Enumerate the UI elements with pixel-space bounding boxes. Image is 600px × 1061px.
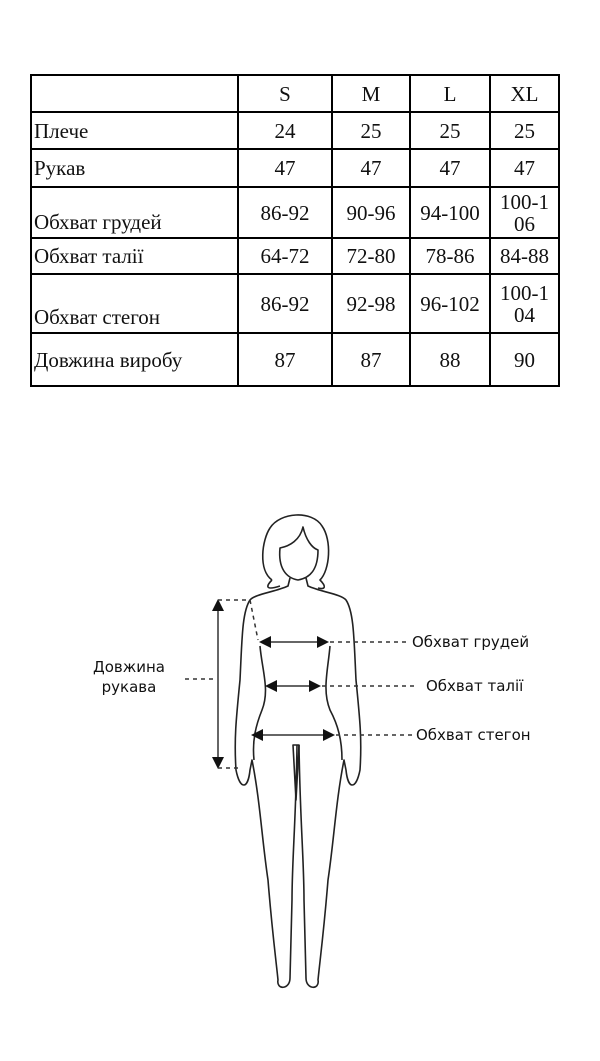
table-cell: 47	[410, 149, 490, 187]
table-cell: 25	[410, 112, 490, 149]
table-cell: 47	[490, 149, 559, 187]
row-label: Обхват стегон	[31, 274, 238, 333]
sleeve-length-label-line1: Довжина	[93, 658, 165, 676]
table-cell: 86-92	[238, 274, 332, 333]
table-cell: 87	[332, 333, 410, 386]
table-cell: 86-92	[238, 187, 332, 238]
table-cell: 90	[490, 333, 559, 386]
hips-label: Обхват стегон	[416, 726, 531, 744]
table-cell: 88	[410, 333, 490, 386]
table-cell: 100-104	[490, 274, 559, 333]
header-cell: L	[410, 75, 490, 112]
table-cell: 24	[238, 112, 332, 149]
row-label: Рукав	[31, 149, 238, 187]
table-cell: 64-72	[238, 238, 332, 274]
chest-label: Обхват грудей	[412, 633, 530, 651]
table-cell: 84-88	[490, 238, 559, 274]
header-cell: M	[332, 75, 410, 112]
table-cell: 72-80	[332, 238, 410, 274]
waist-label: Обхват талії	[426, 677, 524, 695]
row-label: Обхват грудей	[31, 187, 238, 238]
row-label: Довжина виробу	[31, 333, 238, 386]
row-label: Обхват талії	[31, 238, 238, 274]
woman-silhouette	[235, 515, 361, 987]
table-cell: 78-86	[410, 238, 490, 274]
table-cell: 94-100	[410, 187, 490, 238]
table-cell: 100-106	[490, 187, 559, 238]
table-cell: 25	[490, 112, 559, 149]
header-cell: XL	[490, 75, 559, 112]
table-cell: 47	[332, 149, 410, 187]
table-cell: 92-98	[332, 274, 410, 333]
row-label: Плече	[31, 112, 238, 149]
table-cell: 90-96	[332, 187, 410, 238]
table-cell: 47	[238, 149, 332, 187]
table-cell: 96-102	[410, 274, 490, 333]
table-cell: 25	[332, 112, 410, 149]
header-cell: S	[238, 75, 332, 112]
table-cell: 87	[238, 333, 332, 386]
sleeve-length-label-line2: рукава	[101, 678, 157, 696]
measurement-lines	[185, 600, 414, 768]
